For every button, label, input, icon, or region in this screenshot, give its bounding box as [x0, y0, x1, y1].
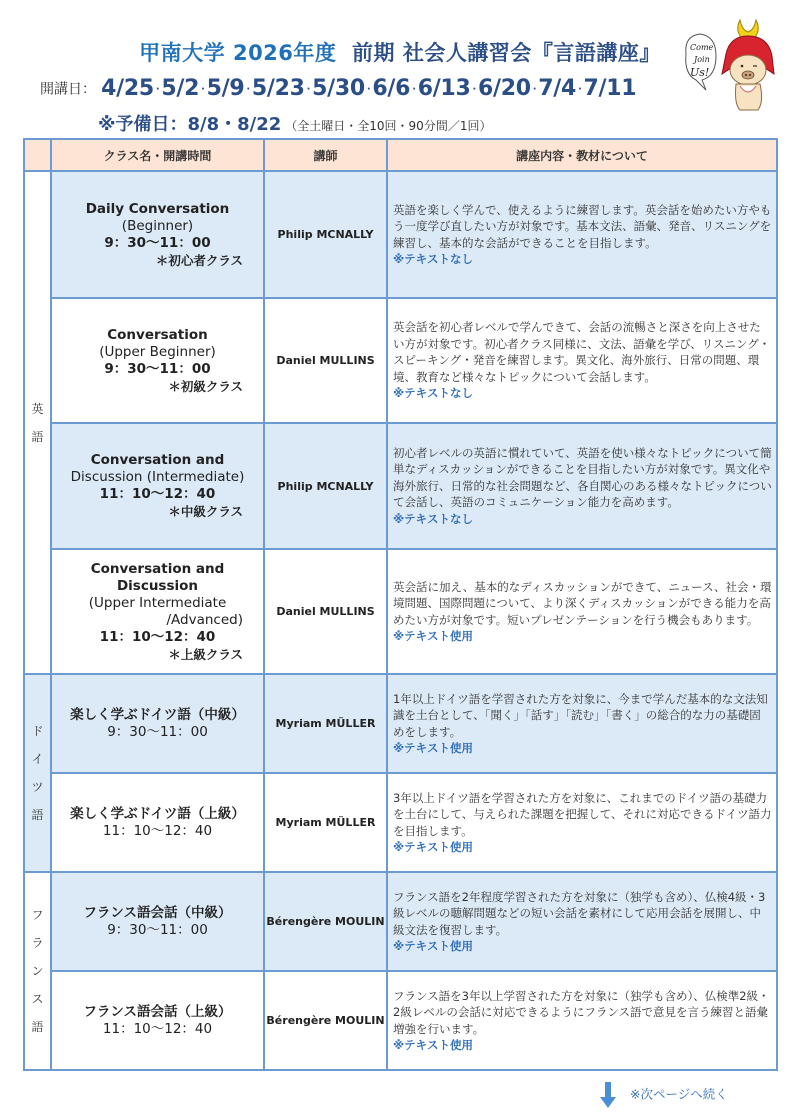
instructor-cell: Bérengère MOULIN [264, 971, 387, 1070]
page-title [0, 37, 800, 67]
table-header-row [24, 139, 777, 171]
description-cell: 初心者レベルの英語に慣れていて、英語を使い様々なトピックについて簡単なディスカッションができることを目指したい方が対象です。異文化や海外旅行、日常的な社会問題など、各自関心のある様々なトピックについて会話し、英語のコミュニケーション能力を高めます。 ※テキストなし [387, 423, 777, 549]
session-dates [40, 76, 636, 101]
dates-label: 開講日： [40, 81, 96, 98]
date-item: 4/25 [101, 76, 154, 101]
course-schedule-table [23, 138, 778, 1071]
class-cell: フランス語会話（上級） 11：10～12：40 [51, 971, 264, 1070]
instructor-cell: Myriam MÜLLER [264, 674, 387, 773]
instructor-cell: Myriam MÜLLER [264, 773, 387, 872]
date-item: 6/13 [417, 76, 471, 101]
date-item: 6/20 [477, 76, 531, 101]
date-item: 5/2 [161, 76, 200, 101]
title-course-name: 前期 社会人講習会『言語講座』 [352, 41, 661, 65]
title-university-year: 甲南大学 2026年度 [139, 41, 337, 65]
instructor-cell: Daniel MULLINS [264, 298, 387, 423]
table-row [24, 298, 777, 423]
arrow-down-icon [600, 1082, 616, 1108]
class-cell: Conversation and Discussion (Upper Intermediate /Advanced) 11：10～12：40 ＊上級クラス [51, 549, 264, 674]
class-cell: Conversation (Upper Beginner) 9：30～11：00 ＊初級クラス [51, 298, 264, 423]
date-item: 5/23 [251, 76, 305, 101]
description-cell: 英会話を初心者レベルで学んできて、会話の流暢さと深さを向上させたい方が対象です。初心者クラス同様に、文法、語彙を学び、リスニング・スピーキング・発音を練習します。異文化、海外旅行、日常の問題、環境、教育など様々なトピックについて会話します。 ※テキストなし [387, 298, 777, 423]
instructor-cell: Philip MCNALLY [264, 171, 387, 298]
date-item: 7/11 [583, 76, 637, 101]
material-note: ※テキスト使用 [393, 840, 473, 854]
svg-text:Come: Come [690, 43, 714, 52]
date-list: 4/25 ·5/2 ·5/9 ·5/23 ·5/30 ·6/6 ·6/13 ·6/20 ·7/4 ·7/11 [101, 76, 637, 101]
header-instructor: 講師 [264, 139, 387, 171]
table-row [24, 674, 777, 773]
description-cell: 英会話に加え、基本的なディスカッションができて、ニュース、社会・環境問題、国際問題について、より深くディスカッションができる能力を高めたい方が対象です。短いプレゼンテーションを行う機会もあります。 ※テキスト使用 [387, 549, 777, 674]
instructor-cell: Bérengère MOULIN [264, 872, 387, 971]
date-item: 5/30 [312, 76, 365, 101]
continued-next-page [600, 1082, 728, 1108]
reserve-label: ※予備日： [98, 114, 188, 135]
material-note: ※テキストなし [393, 386, 473, 401]
table-row [24, 171, 777, 298]
class-cell: Conversation and Discussion (Intermediate) 11：10～12：40 ＊中級クラス [51, 423, 264, 549]
class-cell: 楽しく学ぶドイツ語（上級） 11：10～12：40 [51, 773, 264, 872]
instructor-cell: Philip MCNALLY [264, 423, 387, 549]
svg-text:Us!: Us! [690, 66, 710, 79]
date-item: 5/9 [206, 76, 245, 101]
reserve-values: 8/8・8/22 [187, 114, 282, 135]
description-cell: フランス語を2年程度学習された方を対象に（独学も含め）、仏検4級・3級レベルの聴解問題などの短い会話を素材にして応用会話を展開し、中級文法を復習します。 ※テキスト使用 [387, 872, 777, 971]
header-content: 講座内容・教材について [387, 139, 777, 171]
class-cell: Daily Conversation (Beginner) 9：30～11：00 ＊初心者クラス [51, 171, 264, 298]
date-item: 6/6 [372, 76, 411, 101]
continued-text: ※次ページへ続く [629, 1086, 728, 1102]
category-french: フ ラ ン ス 語 [24, 872, 51, 1070]
category-german: ド イ ツ 語 [24, 674, 51, 872]
class-cell: フランス語会話（中級） 9：30～11：00 [51, 872, 264, 971]
table-row [24, 549, 777, 674]
header-class-time: クラス名・開講時間 [51, 139, 264, 171]
header-category [24, 139, 51, 171]
material-note: ※テキスト使用 [393, 741, 473, 755]
material-note: ※テキストなし [393, 252, 473, 266]
table-row [24, 423, 777, 549]
class-cell: 楽しく学ぶドイツ語（中級） 9：30～11：00 [51, 674, 264, 773]
material-note: ※テキスト使用 [393, 629, 473, 643]
reserve-dates [98, 110, 491, 136]
material-note: ※テキスト使用 [393, 1038, 473, 1052]
table-row [24, 971, 777, 1070]
material-note: ※テキストなし [393, 511, 473, 526]
description-cell: 3年以上ドイツ語を学習された方を対象に、これまでのドイツ語の基礎力を土台にして、与えられた課題を把握して、それに対応できるドイツ語力を目指します。 ※テキスト使用 [387, 773, 777, 872]
svg-text:Join: Join [694, 55, 710, 64]
category-english: 英 語 [24, 171, 51, 674]
instructor-cell: Daniel MULLINS [264, 549, 387, 674]
table-row [24, 773, 777, 872]
schedule-note: （全土曜日・全10回・90分間／1回） [285, 119, 492, 133]
description-cell: 英語を楽しく学んで、使えるように練習します。英会話を始めたい方やもう一度学び直したい方が対象です。基本文法、語彙、発音、リスニングを練習し、基本的な会話ができることを目指します。 ※テキストなし [387, 171, 777, 298]
description-cell: 1年以上ドイツ語を学習された方を対象に、今まで学んだ基本的な文法知識を土台として、「聞く」「話す」「読む」「書く」の総合的な力の基礎固めをします。 ※テキスト使用 [387, 674, 777, 773]
date-item: 7/4 [538, 76, 576, 101]
description-cell: フランス語を3年以上学習された方を対象に（独学も含め）、仏検準2級・2級レベルの会話に対応できるようにフランス語で意見を言う練習と語彙増強を行います。 ※テキスト使用 [387, 971, 777, 1070]
material-note: ※テキスト使用 [393, 939, 473, 953]
table-row [24, 872, 777, 971]
mascot-illustration-icon [682, 14, 792, 114]
